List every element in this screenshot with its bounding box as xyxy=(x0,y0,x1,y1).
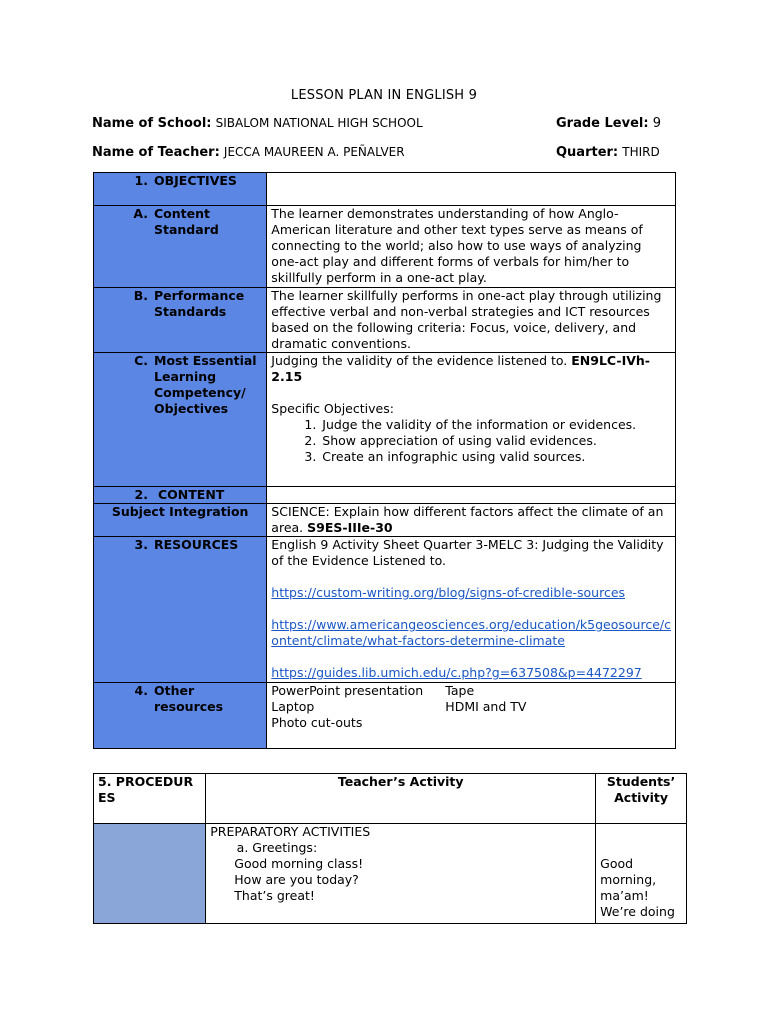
subject-integration-text: SCIENCE: Explain how different factors affect the climate of an area. xyxy=(271,504,664,535)
quarter-value: THIRD xyxy=(622,145,660,159)
other-resource-item: Photo cut-outs xyxy=(271,715,363,730)
teacher-activity-header: Teacher’s Activity xyxy=(206,774,596,824)
preparatory-activities-label: PREPARATORY ACTIVITIES xyxy=(210,824,371,839)
procedures-label: 5. PROCEDURES xyxy=(94,774,206,824)
teacher-label: Name of Teacher: xyxy=(92,145,220,160)
resource-link[interactable]: https://guides.lib.umich.edu/c.php?g=637508&p=4472297 xyxy=(271,665,642,680)
school-value: SIBALOM NATIONAL HIGH SCHOOL xyxy=(215,116,423,130)
other-resource-item: Tape xyxy=(445,683,475,698)
objectives-label: OBJECTIVES xyxy=(154,173,237,188)
greetings-list xyxy=(210,840,591,856)
procedures-table xyxy=(93,773,687,924)
other-resource-item: PowerPoint presentation xyxy=(271,683,424,698)
teacher-line: That’s great! xyxy=(234,888,315,903)
students-activity-header: Students’ Activity xyxy=(596,774,687,824)
melc-code: EN9LC-IVh-2.15 xyxy=(271,353,650,384)
teacher-line: How are you today? xyxy=(234,872,359,887)
teacher-row xyxy=(92,145,682,160)
subject-integration-code: S9ES-IIIe-30 xyxy=(307,520,393,535)
subject-integration-label: Subject Integration xyxy=(94,504,267,537)
melc-content xyxy=(267,353,676,487)
performance-standards-row xyxy=(94,288,676,353)
resources-text: English 9 Activity Sheet Quarter 3-MELC 3: Judging the Validity of the Evidence Listened to. xyxy=(271,537,664,568)
resource-link[interactable]: https://www.americangeosciences.org/education/k5geosource/content/climate/what-factors-determine-climate xyxy=(271,617,671,648)
resources-content xyxy=(267,537,676,683)
objectives-content xyxy=(267,173,676,206)
content-standard-text: The learner demonstrates understanding of how Anglo-American literature and other text types serve as means of connecting to the world; also how to use ways of analyzing one-act play and different forms of verbals for him/her to skillfully perform in a one-act play. xyxy=(267,206,676,288)
greetings-label: a. Greetings: xyxy=(252,840,591,856)
content-label: CONTENT xyxy=(158,487,225,502)
other-resources-label-cell xyxy=(94,683,267,749)
lesson-plan-table xyxy=(93,172,676,749)
specific-objective: 3. Create an infographic using valid sources. xyxy=(320,449,671,465)
procedures-header-row xyxy=(94,774,687,824)
other-resources-label: Other resources xyxy=(154,683,224,714)
document-title: LESSON PLAN IN ENGLISH 9 xyxy=(290,88,478,103)
melc-num: C. xyxy=(134,353,148,368)
melc-text: Judging the validity of the evidence listened to. xyxy=(271,353,568,368)
content-num: 2. xyxy=(134,487,148,502)
resource-link[interactable]: https://custom-writing.org/blog/signs-of-credible-sources xyxy=(271,585,626,600)
school-label: Name of School: xyxy=(92,116,212,131)
student-response: Good morning, ma’am! We’re doing xyxy=(600,856,675,919)
melc-row xyxy=(94,353,676,487)
content-content xyxy=(267,487,676,504)
grade-value: 9 xyxy=(652,116,661,131)
teacher-value: JECCA MAUREEN A. PEÑALVER xyxy=(223,145,405,159)
performance-standards-num: B. xyxy=(133,288,148,303)
teacher-activity-cell xyxy=(206,824,596,924)
resources-num: 3. xyxy=(134,537,148,552)
specific-objective: 1. Judge the validity of the information or evidences. xyxy=(320,417,671,433)
grade-label: Grade Level: xyxy=(556,116,649,131)
grade-level xyxy=(556,116,661,131)
procedures-body-row xyxy=(94,824,687,924)
melc-label-cell xyxy=(94,353,267,487)
melc-label: Most Essential Learning Competency/ Objectives xyxy=(154,353,257,416)
content-standard-label: Content Standard xyxy=(154,206,219,237)
content-label-cell xyxy=(94,487,267,504)
other-resources-row xyxy=(94,683,676,749)
teacher-line: Good morning class! xyxy=(234,856,364,871)
objectives-num: 1. xyxy=(134,173,148,188)
specific-objective: 2. Show appreciation of using valid evidences. xyxy=(320,433,671,449)
performance-standards-text: The learner skillfully performs in one-act play through utilizing effective verbal and non-verbal strategies and ICT resources based on the following criteria: Focus, voice, delivery, and dramatic conventions. xyxy=(267,288,676,353)
content-standard-num: A. xyxy=(133,206,148,221)
quarter-label: Quarter: xyxy=(556,145,619,160)
performance-standards-label: Performance Standards xyxy=(154,288,245,319)
subject-integration-content xyxy=(267,504,676,537)
school-row xyxy=(92,116,682,131)
quarter xyxy=(556,145,660,160)
content-row xyxy=(94,487,676,504)
resources-label-cell xyxy=(94,537,267,683)
content-standard-row xyxy=(94,206,676,288)
resources-label: RESOURCES xyxy=(154,537,239,552)
other-resources-content xyxy=(267,683,676,749)
specific-objectives-list xyxy=(271,417,671,465)
objectives-label-cell xyxy=(94,173,267,206)
other-resource-item: Laptop xyxy=(271,699,315,714)
subject-integration-row xyxy=(94,504,676,537)
other-resource-item: HDMI and TV xyxy=(445,699,527,714)
objectives-row xyxy=(94,173,676,206)
resources-row xyxy=(94,537,676,683)
performance-standards-label-cell xyxy=(94,288,267,353)
content-standard-label-cell xyxy=(94,206,267,288)
other-resources-num: 4. xyxy=(134,683,148,698)
specific-objectives-label: Specific Objectives: xyxy=(271,401,394,416)
procedures-blank-cell xyxy=(94,824,206,924)
students-activity-cell xyxy=(596,824,687,924)
